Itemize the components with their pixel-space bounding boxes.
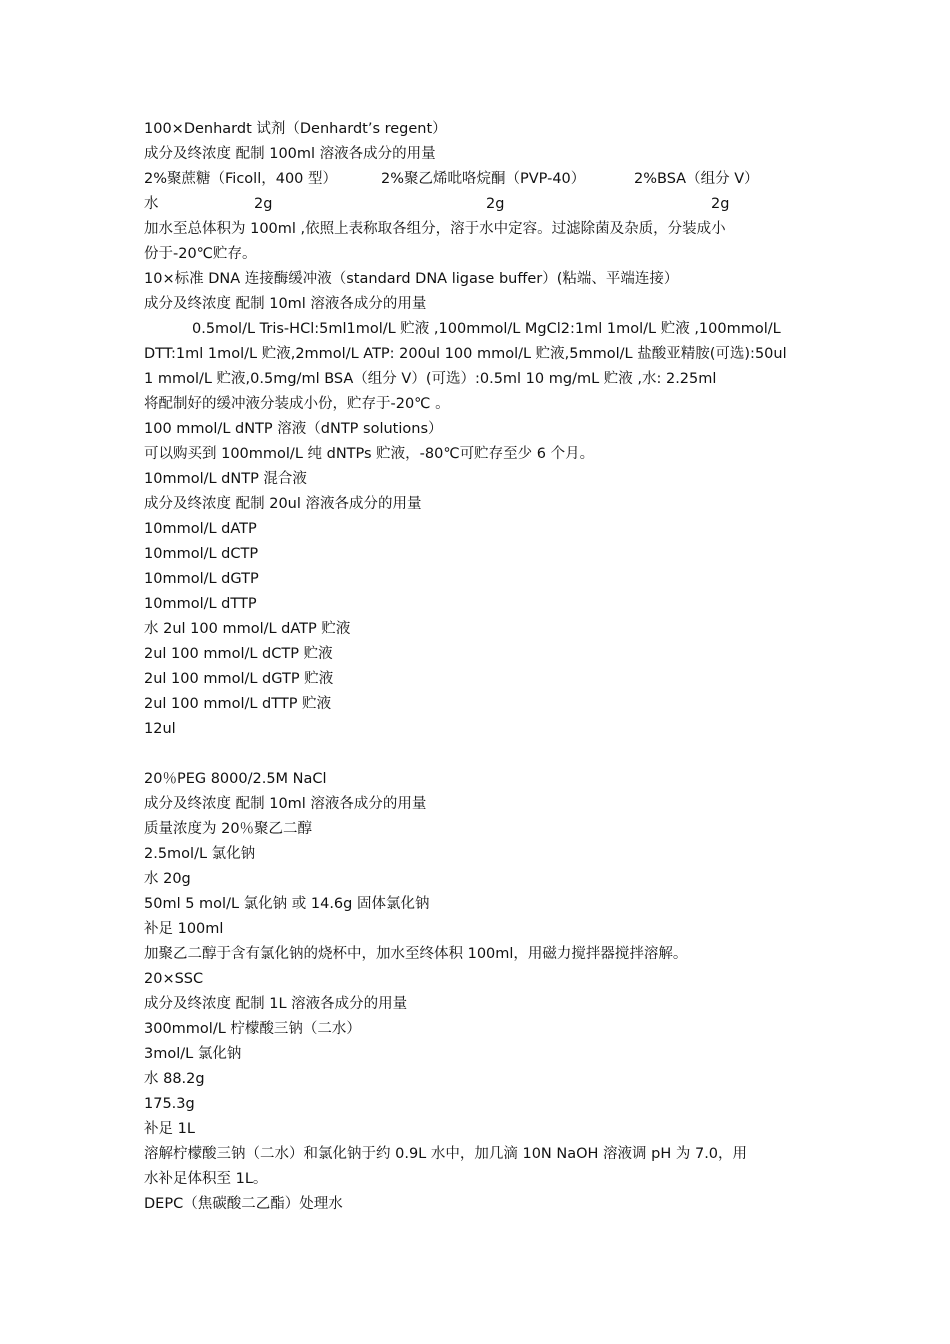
denhardt-component-pvp: 2%聚乙烯吡咯烷酮（PVP-40） (381, 171, 586, 187)
peg-water-amount: 水 20g (144, 871, 191, 887)
ssc-component-citrate: 300mmol/L 柠檬酸三钠（二水） (144, 1021, 361, 1037)
dntp-mix-amount-dttp: 2ul 100 mmol/L dTTP 贮液 (144, 696, 332, 712)
ssc-component-nacl: 3mol/L 氯化钠 (144, 1046, 242, 1062)
peg-amount-water: 补足 100ml (144, 921, 224, 937)
denhardt-component-bsa: 2%BSA（组分 V） (634, 171, 759, 187)
ssc-table-header: 成分及终浓度 配制 1L 溶液各成分的用量 (144, 996, 408, 1012)
denhardt-note-line1: 加水至总体积为 100ml ,依照上表称取各组分，溶于水中定容。过滤除菌及杂质，分装成小 (144, 221, 726, 237)
denhardt-components-row (144, 167, 810, 192)
dntp-mix-dttp: 10mmol/L dTTP (144, 596, 257, 612)
dntp-solution-title: 100 mmol/L dNTP 溶液（dNTP solutions） (144, 421, 443, 437)
ssc-note-line1: 溶解柠檬酸三钠（二水）和氯化钠于约 0.9L 水中，加几滴 10N NaOH 溶液调 pH 为 7.0，用 (144, 1146, 748, 1162)
ssc-amount-nacl: 175.3g (144, 1096, 195, 1112)
ligase-storage-note: 将配制好的缓冲液分装成小份，贮存于-20℃ 。 (144, 396, 450, 412)
ligase-buffer-title: 10×标准 DNA 连接酶缓冲液（standard DNA ligase buffer）(粘端、平端连接） (144, 271, 679, 287)
dntp-mix-dctp: 10mmol/L dCTP (144, 546, 259, 562)
denhardt-component-ficoll: 2%聚蔗糖（Ficoll，400 型） (144, 171, 338, 187)
denhardt-note-line2: 份于-20℃贮存。 (144, 246, 257, 262)
peg-component-nacl: 2.5mol/L 氯化钠 (144, 846, 256, 862)
denhardt-amount-bsa: 2g (711, 196, 730, 212)
dntp-mix-datp: 10mmol/L dATP (144, 521, 257, 537)
denhardt-water-label: 水 (144, 196, 159, 212)
dntp-mix-amount-water: 12ul (144, 721, 176, 737)
dntp-solution-note: 可以购买到 100mmol/L 纯 dNTPs 贮液，-80℃可贮存至少 6 个月。 (144, 446, 595, 462)
ligase-composition-line3: 1 mmol/L 贮液,0.5mg/ml BSA（组分 V）(可选）:0.5ml 10 mg/mL 贮液 ,水: 2.25ml (144, 371, 717, 387)
denhardt-amounts-row (144, 192, 810, 217)
dntp-mix-table-header: 成分及终浓度 配制 20ul 溶液各成分的用量 (144, 496, 422, 512)
dntp-mix-amount-dctp: 2ul 100 mmol/L dCTP 贮液 (144, 646, 333, 662)
ssc-amount-water: 补足 1L (144, 1121, 195, 1137)
ligase-composition-line2: DTT:1ml 1mol/L 贮液,2mmol/L ATP: 200ul 100 mmol/L 贮液,5mmol/L 盐酸亚精胺(可选):50ul (144, 346, 787, 362)
ssc-water-amount: 水 88.2g (144, 1071, 205, 1087)
peg-title: 20％PEG 8000/2.5M NaCl (144, 771, 327, 787)
denhardt-title: 100×Denhardt 试剂（Denhardt’s regent） (144, 121, 447, 137)
ligase-table-header: 成分及终浓度 配制 10ml 溶液各成分的用量 (144, 296, 427, 312)
ssc-title: 20×SSC (144, 971, 204, 987)
blank-line (144, 742, 810, 767)
dntp-mix-amount-dgtp: 2ul 100 mmol/L dGTP 贮液 (144, 671, 334, 687)
peg-amount-nacl: 50ml 5 mol/L 氯化钠 或 14.6g 固体氯化钠 (144, 896, 430, 912)
dntp-mix-dgtp: 10mmol/L dGTP (144, 571, 259, 587)
peg-note: 加聚乙二醇于含有氯化钠的烧杯中，加水至终体积 100ml，用磁力搅拌器搅拌溶解。 (144, 946, 688, 962)
ssc-note-line2: 水补足体积至 1L。 (144, 1171, 268, 1187)
peg-table-header: 成分及终浓度 配制 10ml 溶液各成分的用量 (144, 796, 427, 812)
peg-component-peg: 质量浓度为 20％聚乙二醇 (144, 821, 313, 837)
denhardt-amount-pvp: 2g (486, 196, 505, 212)
dntp-mix-water-amount: 水 2ul 100 mmol/L dATP 贮液 (144, 621, 351, 637)
denhardt-amount-ficoll: 2g (254, 196, 273, 212)
denhardt-table-header: 成分及终浓度 配制 100ml 溶液各成分的用量 (144, 146, 436, 162)
dntp-mix-title: 10mmol/L dNTP 混合液 (144, 471, 307, 487)
depc-water-title: DEPC（焦碳酸二乙酯）处理水 (144, 1196, 343, 1212)
document-body (144, 117, 810, 1217)
ligase-composition-line1: 0.5mol/L Tris-HCl:5ml1mol/L 贮液 ,100mmol/L MgCl2:1ml 1mol/L 贮液 ,100mmol/L (192, 321, 781, 337)
